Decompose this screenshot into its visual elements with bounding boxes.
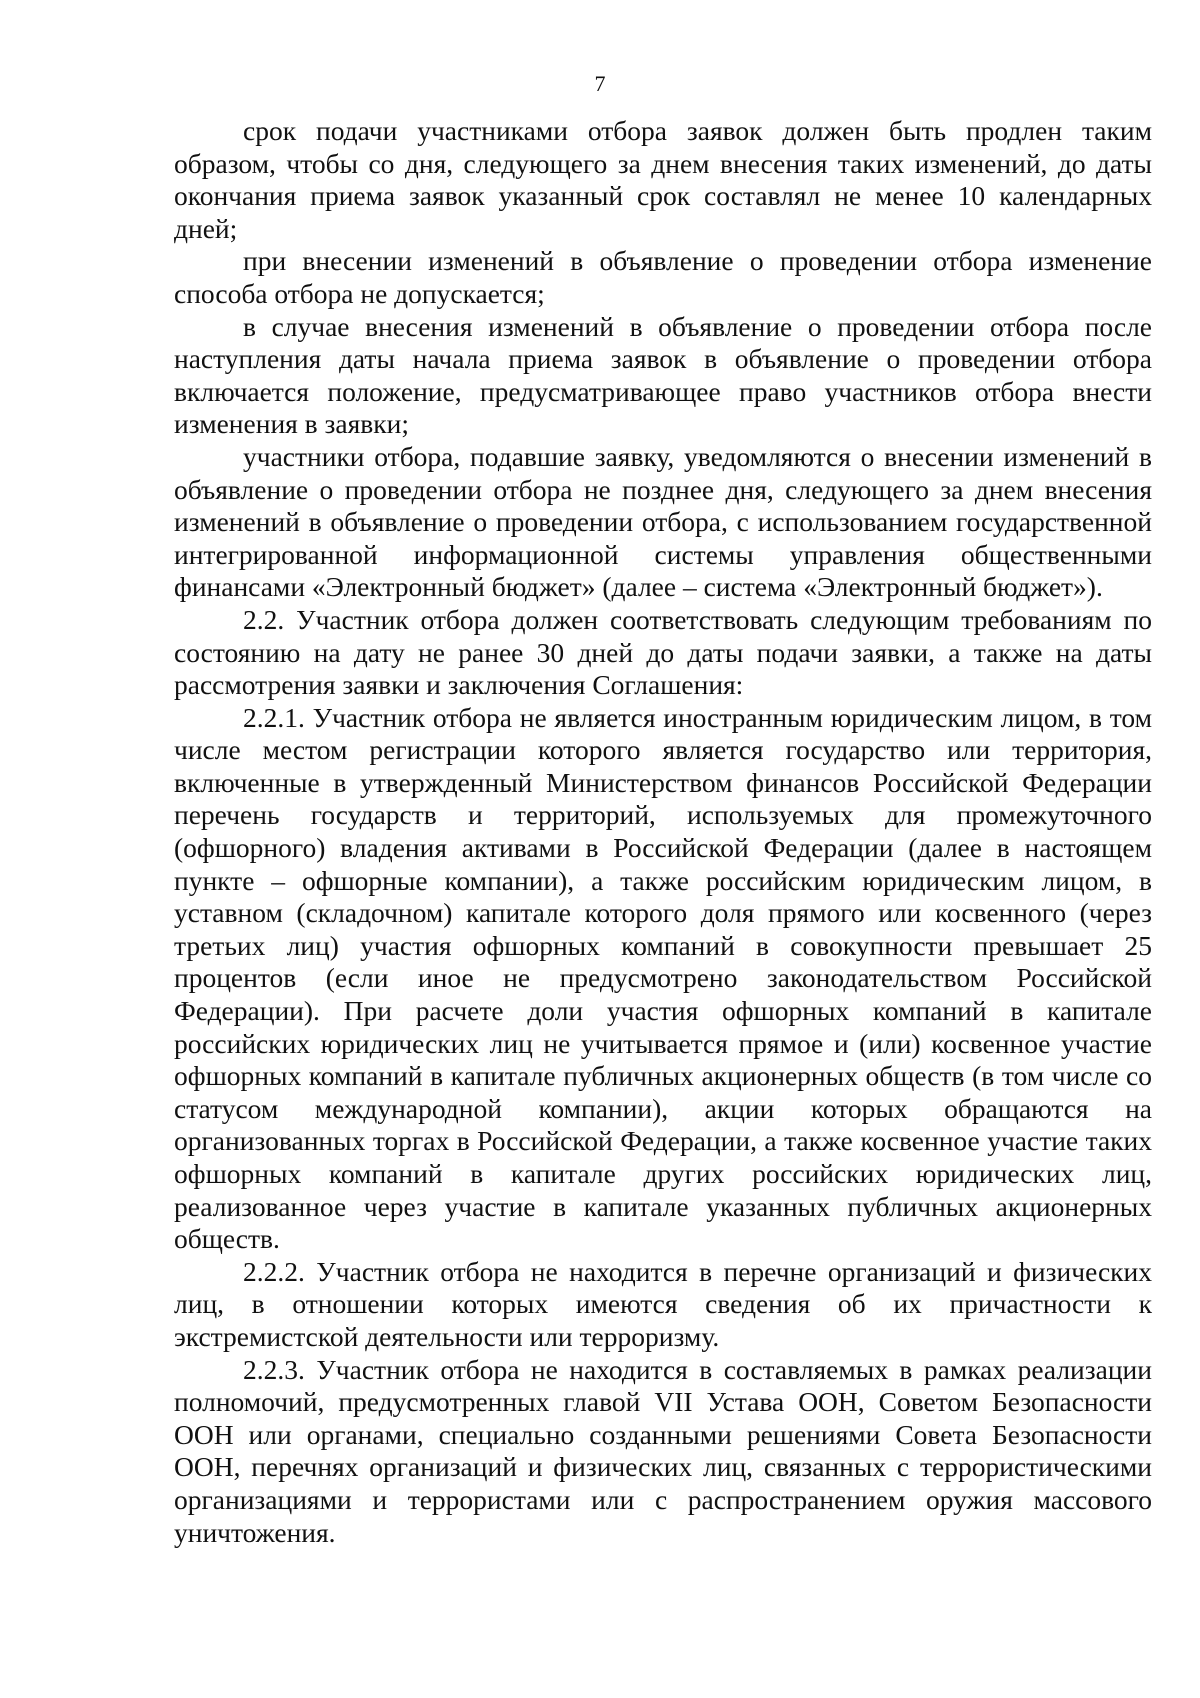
paragraph-section-2-2: 2.2. Участник отбора должен соответствовать следующим требованиям по состоянию на дату не ранее 30 дней до даты подачи заявки, а также на даты рассмотрения заявки и заключения Соглашения: xyxy=(174,603,1152,701)
page-number: 7 xyxy=(594,71,606,96)
paragraph-section-2-2-1: 2.2.1. Участник отбора не является иностранным юридическим лицом, в том числе местом регистрации которого является государство или территория, включенные в утвержденный Министерством финансов Российской Федерации перечень государств и территорий, используемых для промежуточного (офшорного) владения активами в Российской Федерации (далее в настоящем пункте – офшорные компании), а также российским юридическим лицом, в уставном (складочном) капитале которого доля прямого или косвенного (через третьих лиц) участия офшорных компаний в совокупности превышает 25 процентов (если иное не предусмотрено законодательством Российской Федерации). При расчете доли участия офшорных компаний в капитале российских юридических лиц не учитывается прямое и (или) косвенное участие офшорных компаний в капитале публичных акционерных обществ (в том числе со статусом международной компании), акции которых обращаются на организованных торгах в Российской Федерации, а также косвенное участие таких офшорных компаний в капитале других российских юридических лиц, реализованное через участие в капитале указанных публичных акционерных обществ. xyxy=(174,701,1152,1255)
paragraph-amendments-after-start: в случае внесения изменений в объявление о проведении отбора после наступления даты начала приема заявок в объявление о проведении отбора включается положение, предусматривающее право участников отбора внести изменения в заявки; xyxy=(174,310,1152,440)
paragraph-method-change: при внесении изменений в объявление о проведении отбора изменение способа отбора не допускается; xyxy=(174,245,1152,309)
paragraph-section-2-2-2: 2.2.2. Участник отбора не находится в перечне организаций и физических лиц, в отношении которых имеются сведения об их причастности к экстремистской деятельности или терроризму. xyxy=(174,1255,1152,1352)
paragraph-section-2-2-3: 2.2.3. Участник отбора не находится в составляемых в рамках реализации полномочий, предусмотренных главой VII Устава ООН, Советом Безопасности ООН или органами, специально созданными решениями Совета Безопасности ООН, перечнях организаций и физических лиц, связанных с террористическими организациями и террористами или с распространением оружия массового уничтожения. xyxy=(174,1353,1152,1548)
document-body xyxy=(174,115,1152,1549)
paragraph-deadline-extension: срок подачи участниками отбора заявок должен быть продлен таким образом, чтобы со дня, следующего за днем внесения таких изменений, до даты окончания приема заявок указанный срок составлял не менее 10 календарных дней; xyxy=(174,115,1152,244)
paragraph-participant-notification: участники отбора, подавшие заявку, уведомляются о внесении изменений в объявление о проведении отбора не позднее дня, следующего за днем внесения изменений в объявление о проведении отбора, с использованием государственной интегрированной информационной системы управления общественными финансами «Электронный бюджет» (далее – система «Электронный бюджет»). xyxy=(174,440,1152,603)
